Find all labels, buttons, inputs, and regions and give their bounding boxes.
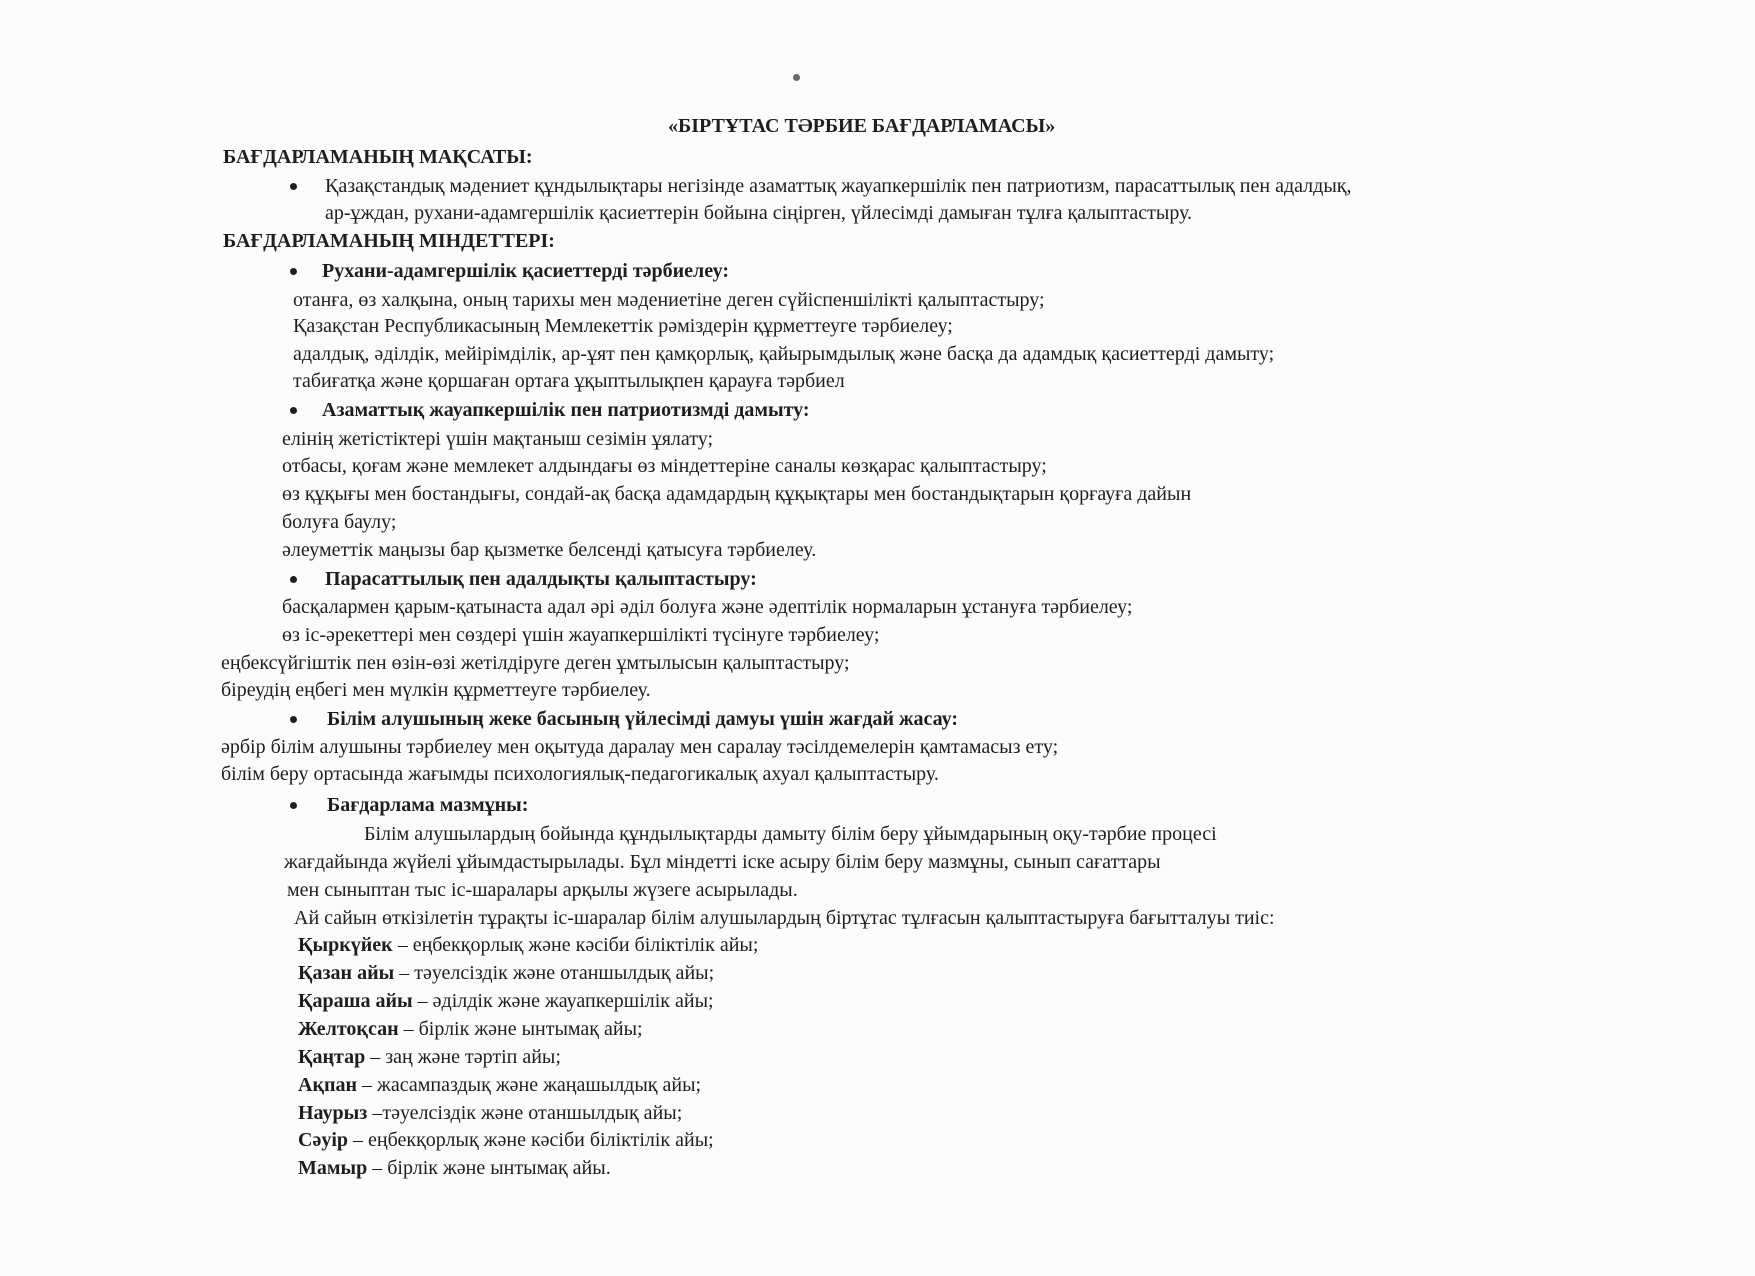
document-title: «БІРТҰТАС ТӘРБИЕ БАҒДАРЛАМАСЫ» [668,115,1056,137]
month-name: Наурыз [298,1102,368,1124]
month-list-item [298,961,714,985]
bullet-icon [290,576,297,583]
section-line: Ай сайын өткізілетін тұрақты іс-шаралар білім алушылардың біртұтас тұлғасын қалыптастыруға бағытталуы тиіс: [294,907,1275,929]
scan-speck [793,74,800,81]
bullet-icon [290,407,297,414]
section-line: елінің жетістіктері үшін мақтаныш сезімін ұялату; [282,428,714,450]
month-name: Қазан айы [298,962,395,984]
month-theme: – әділдік және жауапкершілік айы; [412,990,714,1012]
section-heading: Рухани-адамгершілік қасиеттерді тәрбиелеу: [322,260,730,282]
month-list-item [298,1156,611,1180]
month-list-item [298,1045,561,1069]
section-line: адалдық, әділдік, мейірімділік, ар-ұят пен қамқорлық, қайырымдылық және басқа да адамдық қасиеттерді дамыту; [293,343,1275,365]
goal-text-line: Қазақстандық мәдениет құндылықтары негізінде азаматтық жауапкершілік пен патриотизм, парасаттылық пен адалдық, [325,175,1352,197]
section-line: мен сыныптан тыс іс-шаралары арқылы жүзеге асырылады. [287,879,798,901]
section-line: Қазақстан Республикасының Мемлекеттік рәміздерін құрметтеуге тәрбиелеу; [293,315,953,337]
month-theme: – жасампаздық және жаңашылдық айы; [357,1074,702,1096]
month-list-item [298,989,714,1013]
bullet-icon [290,716,297,723]
month-name: Желтоқсан [298,1018,399,1040]
goal-heading: БАҒДАРЛАМАНЫҢ МАҚСАТЫ: [223,146,533,168]
section-line: болуға баулу; [282,511,397,533]
month-theme: – бірлік және ынтымақ айы. [367,1157,611,1179]
month-name: Қыркүйек [298,934,393,956]
month-theme: – еңбекқорлық және кәсіби біліктілік айы; [348,1129,714,1151]
month-theme: – бірлік және ынтымақ айы; [398,1018,643,1040]
section-heading: Азаматтық жауапкершілік пен патриотизмді дамыту: [322,399,810,421]
section-line: басқалармен қарым-қатынаста адал әрі әділ болуға және әдептілік нормаларын ұстануға тәрбиелеу; [282,596,1133,618]
section-heading: Білім алушының жеке басының үйлесімді дамуы үшін жағдай жасау: [327,708,959,730]
month-name: Ақпан [298,1074,358,1096]
month-theme: – еңбекқорлық және кәсіби біліктілік айы; [392,934,759,956]
month-theme: – заң және тәртіп айы; [365,1046,561,1068]
month-list-item [298,933,758,957]
month-name: Қаңтар [298,1046,366,1068]
month-list-item [298,1073,701,1097]
month-list-item [298,1017,643,1041]
month-name: Қараша айы [298,990,413,1012]
section-line: Білім алушылардың бойында құндылықтарды дамыту білім беру ұйымдарының оқу-тәрбие процесі [364,823,1217,845]
section-line: отбасы, қоғам және мемлекет алдындағы өз міндеттеріне саналы көзқарас қалыптастыру; [282,455,1047,477]
section-line: еңбексүйгіштік пен өзін-өзі жетілдіруге деген ұмтылысын қалыптастыру; [221,652,850,674]
month-theme: –тәуелсіздік және отаншылдық айы; [367,1102,683,1124]
section-heading: Бағдарлама мазмұны: [327,794,529,816]
bullet-icon [290,183,297,190]
month-list-item [298,1101,682,1125]
section-line: отанға, өз халқына, оның тарихы мен мәдениетіне деген сүйіспеншілікті қалыптастыру; [293,289,1045,311]
section-line: әлеуметтік маңызы бар қызметке белсенді қатысуға тәрбиелеу. [282,539,817,561]
section-line: табиғатқа және қоршаған ортаға ұқыптылықпен қарауға тәрбиел [293,370,845,392]
month-name: Сәуір [298,1129,348,1151]
goal-text-line: ар-ұждан, рухани-адамгершілік қасиеттерін бойына сіңірген, үйлесімді дамыған тұлға қалыптастыру. [325,202,1193,224]
month-theme: – тәуелсіздік және отаншылдық айы; [394,962,715,984]
section-line: білім беру ортасында жағымды психологиялық-педагогикалық ахуал қалыптастыру. [221,763,939,785]
section-line: әрбір білім алушыны тәрбиелеу мен оқытуда даралау мен саралау тәсілдемелерін қамтамасыз ету; [221,736,1059,758]
tasks-heading: БАҒДАРЛАМАНЫҢ МІНДЕТТЕРІ: [223,230,555,252]
section-line: жағдайында жүйелі ұйымдастырылады. Бұл міндетті іске асыру білім беру мазмұны, сынып сағаттары [284,851,1161,873]
month-list-item [298,1128,714,1152]
section-heading: Парасаттылық пен адалдықты қалыптастыру: [325,568,757,590]
section-line: өз құқығы мен бостандығы, сондай-ақ басқа адамдардың құқықтары мен бостандықтарын қорғауға дайын [282,483,1192,505]
section-line: біреудің еңбегі мен мүлкін құрметтеуге тәрбиелеу. [221,679,651,701]
month-name: Мамыр [298,1157,368,1179]
bullet-icon [290,802,297,809]
section-line: өз іс-әрекеттері мен сөздері үшін жауапкершілікті түсінуге тәрбиелеу; [282,624,880,646]
bullet-icon [290,268,297,275]
